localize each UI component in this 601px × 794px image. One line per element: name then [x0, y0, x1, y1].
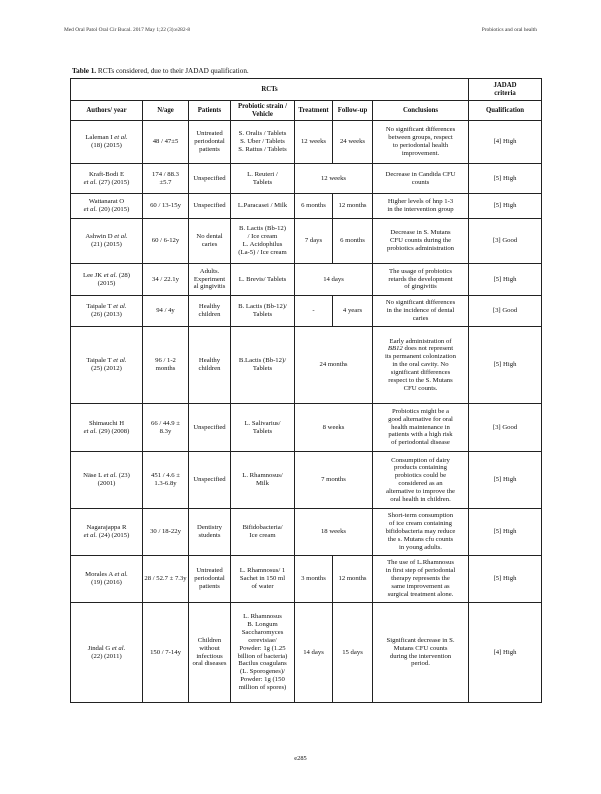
patients-cell: Unspecified	[189, 164, 231, 194]
qualification-cell: [5] High	[469, 327, 542, 404]
patients-header: Patients	[189, 101, 231, 121]
author-name: Ashwin D	[85, 233, 115, 241]
author-reference: (28) (2015)	[97, 271, 130, 287]
author-etal: et al.	[114, 233, 128, 241]
treatment-cell: 14 days	[295, 603, 333, 703]
patients-cell: Unspecified	[189, 194, 231, 219]
author-cell	[71, 164, 143, 194]
duration-cell: 8 weeks	[295, 404, 373, 452]
follow-up-cell: 12 months	[333, 194, 373, 219]
patients-cell: Dentistry students	[189, 509, 231, 556]
table-column-header-row	[71, 101, 542, 121]
author-name: Lee JK	[82, 271, 104, 279]
conclusions-cell: Short-term consumption of ice cream containing bifidobacteria may reduce the s. Mutans cfu counts in young adults.	[373, 509, 469, 556]
author-name: Kraft-Bodi E	[88, 170, 125, 178]
qualification-cell: [5] High	[469, 452, 542, 509]
author-reference: (19) (2016)	[91, 579, 122, 586]
follow-up-cell: 15 days	[333, 603, 373, 703]
table-caption-text: RCTs considered, due to their JADAD qualification.	[96, 67, 249, 75]
author-name: Näse L	[83, 472, 104, 480]
author-etal: et al.	[103, 472, 118, 480]
author-reference: (25) (2012)	[91, 365, 122, 372]
author-cell	[71, 509, 143, 556]
probiotic-strain-cell: L. Reuteri / Tablets	[231, 164, 295, 194]
n-age-cell: 94 / 4y	[143, 296, 189, 327]
author-cell	[71, 296, 143, 327]
author-reference: (20) (2015)	[97, 206, 130, 213]
author-etal: et al.	[114, 571, 128, 579]
follow-up-cell: 24 weeks	[333, 121, 373, 164]
qualification-cell: [5] High	[469, 164, 542, 194]
duration-cell: 7 months	[295, 452, 373, 509]
treatment-cell: 3 months	[295, 556, 333, 603]
author-etal: et al.	[83, 427, 98, 435]
n-age-cell: 60 / 6-12y	[143, 219, 189, 264]
conclusions-cell: The usage of probiotics retards the development of gingivitis	[373, 264, 469, 296]
table-row	[71, 404, 542, 452]
conclusion-text-rest: does not represent its permanent colonization in the oral cavity. No significant differences respect to the S. Mutans CFU counts.	[385, 345, 456, 392]
author-etal: et al.	[111, 644, 126, 652]
n-age-cell: 30 / 18-22y	[143, 509, 189, 556]
qualification-header: Qualification	[469, 101, 542, 121]
table-row	[71, 509, 542, 556]
probiotic-strain-cell: L. Rhamnosus B. Longum Saccharomyces cerevisiae/ Powder: 1g (1.25 billion of bacteria) Bacilus coagulans (L. Sporogenes)/ Powder: 1g (150 million of spores)	[231, 603, 295, 703]
author-reference: (21) (2015)	[91, 241, 122, 248]
table-row	[71, 219, 542, 264]
table-row	[71, 452, 542, 509]
conclusion-italic-term: BB12	[387, 345, 403, 353]
author-cell	[71, 194, 143, 219]
running-header	[64, 27, 537, 33]
patients-cell: No dental caries	[189, 219, 231, 264]
n-age-cell: 60 / 13-15y	[143, 194, 189, 219]
author-etal: et al.	[113, 303, 127, 311]
probiotic-strain-cell: L.Paracasei / Milk	[231, 194, 295, 219]
conclusions-cell: Consumption of dairy products containing probiotics could be considered as an alternative to improve the oral health in children.	[373, 452, 469, 509]
table-row	[71, 264, 542, 296]
author-cell	[71, 404, 143, 452]
n-age-cell: 451 / 4.6 ± 1.3-6.8y	[143, 452, 189, 509]
qualification-cell: [4] High	[469, 603, 542, 703]
duration-cell: 14 days	[295, 264, 373, 296]
qualification-cell: [3] Good	[469, 219, 542, 264]
conclusions-cell: Probiotics might be a good alternative for oral health maintenance in patients with a high risk of periodontal disease	[373, 404, 469, 452]
author-etal: et al.	[113, 357, 127, 365]
author-cell	[71, 327, 143, 404]
qualification-cell: [5] High	[469, 194, 542, 219]
author-cell	[71, 556, 143, 603]
author-reference: (23) (2001)	[97, 472, 130, 487]
qualification-cell: [4] High	[469, 121, 542, 164]
author-etal: et al.	[83, 532, 98, 539]
table-group-header-row	[71, 79, 542, 101]
table-head	[71, 79, 542, 121]
probiotic-strain-cell: B. Lactis (Bb-12) / Ice cream L. Acidophilus (La-5) / Ice cream	[231, 219, 295, 264]
probiotic-strain-cell: L. Salivarius/ Tablets	[231, 404, 295, 452]
follow-up-header: Follow-up	[333, 101, 373, 121]
page-number: e285	[294, 755, 307, 762]
n-age-cell: 96 / 1-2 months	[143, 327, 189, 404]
table-caption-label: Table 1.	[72, 67, 97, 75]
n-age-cell: 174 / 88.3 ±5.7	[143, 164, 189, 194]
duration-cell: 18 weeks	[295, 509, 373, 556]
duration-cell: 24 months	[295, 327, 373, 404]
author-reference: (24) (2015)	[97, 532, 130, 539]
jadad-group-header: JADAD criteria	[469, 79, 542, 101]
table-body	[71, 121, 542, 703]
patients-cell: Untreated periodontal patients	[189, 556, 231, 603]
probiotic-strain-cell: S. Oralis / Tablets S. Uber / Tablets S. Rattus / Tablets	[231, 121, 295, 164]
treatment-cell: 6 months	[295, 194, 333, 219]
author-reference: (22) (2011)	[91, 652, 122, 660]
author-name: Jindal G	[87, 644, 112, 652]
author-reference: (18) (2015)	[91, 142, 122, 149]
patients-cell: Adults. Experiment al gingivitis	[189, 264, 231, 296]
n-age-cell: 66 / 44.9 ± 8.3y	[143, 404, 189, 452]
probiotic-strain-cell: B. Lactis (Bb-12)/ Tablets	[231, 296, 295, 327]
running-title: Probiotics and oral health	[481, 27, 537, 33]
patients-cell: Healthy children	[189, 296, 231, 327]
table-caption	[72, 67, 249, 75]
author-etal: et al.	[83, 206, 98, 213]
treatment-cell: 12 weeks	[295, 121, 333, 164]
follow-up-cell: 12 months	[333, 556, 373, 603]
n-age-cell: 28 / 52.7 ± 7.3y	[143, 556, 189, 603]
table-row	[71, 296, 542, 327]
author-etal: et al.	[103, 271, 118, 279]
conclusions-cell: Decrease in Candida CFU counts	[373, 164, 469, 194]
n-age-header: N/age	[143, 101, 189, 121]
table-row	[71, 121, 542, 164]
qualification-cell: [3] Good	[469, 296, 542, 327]
follow-up-cell: 6 months	[333, 219, 373, 264]
author-name: Laleman I	[85, 134, 115, 142]
author-cell	[71, 452, 143, 509]
author-name: Nagarajappa R	[86, 524, 127, 532]
author-cell	[71, 219, 143, 264]
qualification-cell: [3] Good	[469, 404, 542, 452]
probiotic-strain-vehicle-header: Probiotic strain / Vehicle	[231, 101, 295, 121]
rcts-group-header: RCTs	[71, 79, 469, 101]
journal-citation: Med Oral Patol Oral Cir Bucal. 2017 May 1;22 (3):e282-8	[64, 27, 191, 33]
author-name: Taipale T	[86, 357, 114, 365]
author-reference: (27) (2015)	[97, 178, 130, 186]
conclusion-text: Early administration of	[389, 337, 452, 345]
patients-cell: Children without infectious oral diseases	[189, 603, 231, 703]
table-row	[71, 327, 542, 404]
table-row	[71, 194, 542, 219]
table-row	[71, 164, 542, 194]
qualification-cell: [5] High	[469, 509, 542, 556]
probiotic-strain-cell: B.Lactis (Bb-12)/ Tablets	[231, 327, 295, 404]
treatment-cell: -	[295, 296, 333, 327]
conclusions-cell	[373, 327, 469, 404]
patients-cell: Unspecified	[189, 452, 231, 509]
conclusions-cell: Decrease in S. Mutans CFU counts during the probiotics administration	[373, 219, 469, 264]
qualification-cell: [5] High	[469, 264, 542, 296]
authors-year-header: Authors/ year	[71, 101, 143, 121]
treatment-header: Treatment	[295, 101, 333, 121]
conclusions-header: Conclusions	[373, 101, 469, 121]
author-etal: et al.	[83, 178, 98, 186]
author-name: Shimauchi H	[88, 419, 125, 427]
qualification-cell: [5] High	[469, 556, 542, 603]
n-age-cell: 48 / 47±5	[143, 121, 189, 164]
table-row	[71, 556, 542, 603]
probiotic-strain-cell: L. Rhamnosus/ 1 Sachet in 150 ml of water	[231, 556, 295, 603]
author-name: Morales A	[85, 571, 115, 579]
author-cell	[71, 603, 143, 703]
patients-cell: Unspecified	[189, 404, 231, 452]
conclusions-cell: Higher levels of hnp 1-3 in the intervention group	[373, 194, 469, 219]
probiotic-strain-cell: L. Brevis/ Tablets	[231, 264, 295, 296]
conclusions-cell: Significant decrease in S. Mutans CFU counts during the intervention period.	[373, 603, 469, 703]
author-reference: (29) (2008)	[97, 427, 130, 435]
patients-cell: Untreated periodontal patients	[189, 121, 231, 164]
duration-cell: 12 weeks	[295, 164, 373, 194]
patients-cell: Healthy children	[189, 327, 231, 404]
table-row	[71, 603, 542, 703]
author-name: Wattanarat O	[88, 198, 125, 206]
treatment-cell: 7 days	[295, 219, 333, 264]
probiotic-strain-cell: Bifidobacteria/ Ice cream	[231, 509, 295, 556]
conclusions-cell: The use of L.Rhamnosus in first step of periodontal therapy represents the same improvement as surgical treatment alone.	[373, 556, 469, 603]
conclusions-cell: No significant differences between groups, respect to periodontal health improvement.	[373, 121, 469, 164]
author-etal: et al.	[114, 134, 128, 142]
conclusions-cell: No significant differences in the incidence of dental caries	[373, 296, 469, 327]
rct-table	[70, 78, 542, 703]
author-name: Taipale T	[86, 303, 114, 311]
author-reference: (26) (2013)	[91, 311, 122, 318]
author-cell	[71, 121, 143, 164]
follow-up-cell: 4 years	[333, 296, 373, 327]
author-cell	[71, 264, 143, 296]
n-age-cell: 34 / 22.1y	[143, 264, 189, 296]
n-age-cell: 150 / 7-14y	[143, 603, 189, 703]
probiotic-strain-cell: L. Rhamnosus/ Milk	[231, 452, 295, 509]
